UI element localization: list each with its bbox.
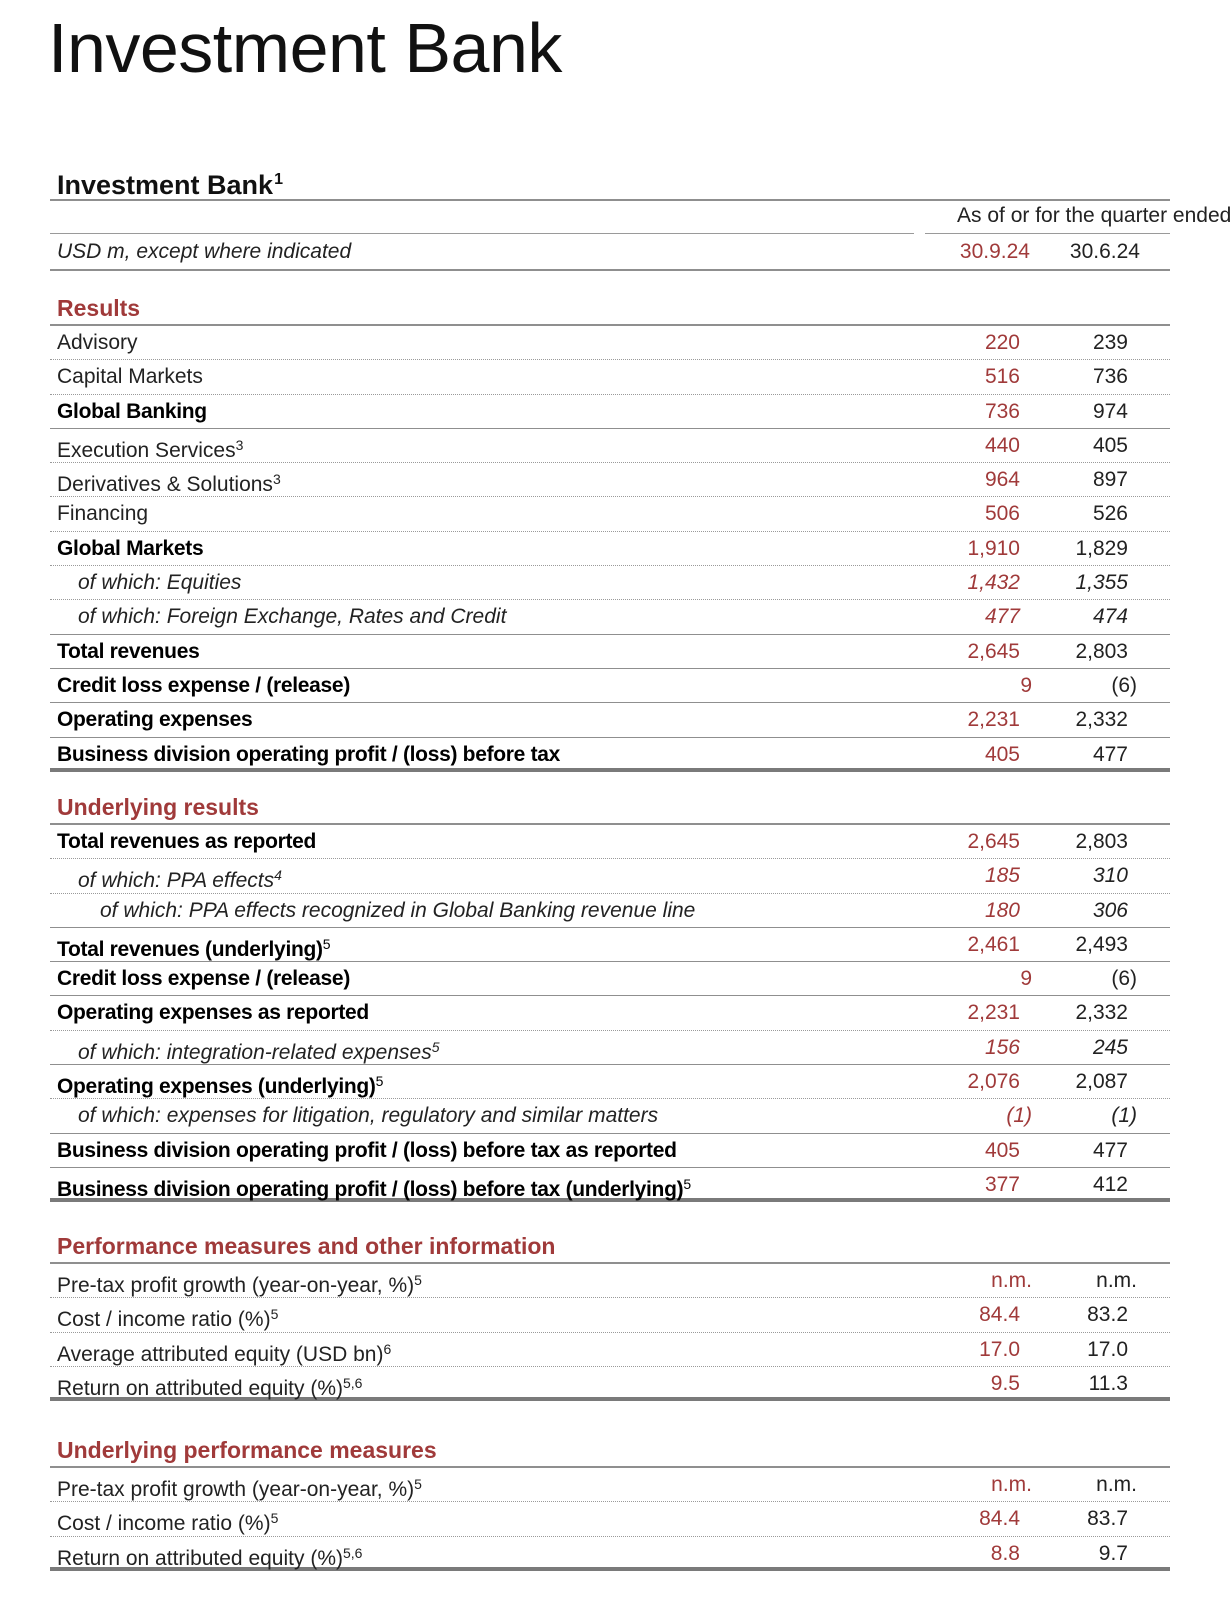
value-prior: n.m. [1096, 1269, 1137, 1292]
table-row [50, 497, 1170, 531]
value-current: 2,231 [967, 1001, 1020, 1025]
table-row [50, 703, 1170, 737]
table-row [50, 1298, 1170, 1332]
value-prior: 2,803 [1075, 830, 1128, 853]
row-label [78, 566, 241, 599]
value-current: 220 [984, 331, 1020, 354]
value-current: 477 [984, 605, 1020, 629]
table-section [50, 1226, 1170, 1401]
table-row [50, 859, 1170, 893]
row-footnote: 3 [272, 471, 281, 488]
row-label-text: of which: integration-related expenses [78, 1040, 432, 1064]
value-current: 9 [1020, 673, 1032, 697]
row-label [57, 1168, 691, 1206]
row-label-text: Operating expenses (underlying) [57, 1075, 376, 1099]
table-row [50, 635, 1170, 669]
row-label [57, 1468, 422, 1506]
table-section [50, 787, 1170, 1202]
table-row [50, 1333, 1170, 1367]
table-row [50, 962, 1170, 996]
row-label-text: Total revenues [57, 639, 200, 663]
row-label [57, 429, 243, 467]
table-row [50, 825, 1170, 859]
row-label [57, 1333, 391, 1371]
row-label [57, 738, 560, 771]
row-label [57, 360, 203, 393]
row-label-text: Pre-tax profit growth (year-on-year, %) [57, 1478, 415, 1501]
value-prior: 83.2 [1087, 1303, 1128, 1327]
table-row [50, 566, 1170, 600]
table-row [50, 928, 1170, 962]
row-footnote: 5,6 [342, 1544, 363, 1561]
row-label [57, 532, 203, 565]
value-prior: (1) [1111, 1104, 1137, 1128]
value-current: 2,645 [967, 639, 1020, 663]
row-label-text: of which: PPA effects [78, 869, 275, 893]
row-label [57, 1134, 677, 1167]
table-row [50, 1502, 1170, 1536]
value-current: 516 [984, 365, 1020, 389]
value-current: 405 [984, 742, 1020, 766]
table-row [50, 463, 1170, 497]
row-footnote: 5 [270, 1510, 279, 1527]
row-label-text: Cost / income ratio (%) [57, 1512, 271, 1536]
value-current: 405 [984, 1138, 1020, 1162]
value-current: 377 [984, 1172, 1020, 1196]
row-label-text: of which: Equities [78, 571, 242, 595]
value-current: 185 [984, 864, 1020, 888]
row-label [57, 1298, 278, 1336]
column-header-current: 30.9.24 [959, 240, 1030, 263]
row-label-text: of which: Foreign Exchange, Rates and Credit [78, 605, 507, 629]
table-row [50, 1537, 1170, 1571]
value-current: 964 [984, 468, 1020, 492]
row-label [57, 1537, 362, 1575]
table-row [50, 1168, 1170, 1202]
table-row [50, 532, 1170, 566]
table-row [50, 1264, 1170, 1298]
value-prior: 2,493 [1075, 932, 1128, 956]
value-prior: 1,829 [1075, 536, 1128, 560]
row-label-text: Return on attributed equity (%) [57, 1376, 343, 1400]
row-label-text: Global Markets [57, 536, 204, 560]
column-group-rule-left [50, 233, 914, 234]
row-footnote: 5 [414, 1272, 422, 1288]
table-title-footnote: 1 [274, 171, 283, 188]
value-current: 180 [984, 898, 1020, 922]
value-current: 736 [984, 399, 1020, 423]
value-current: 440 [984, 433, 1020, 457]
row-label [78, 1031, 440, 1069]
value-prior: 477 [1092, 1138, 1128, 1162]
row-label [57, 395, 207, 428]
row-footnote: 5 [322, 935, 331, 952]
row-label-text: Derivatives & Solutions [57, 473, 273, 497]
row-label [78, 1099, 658, 1132]
value-prior: 897 [1092, 468, 1128, 492]
value-current: 8.8 [990, 1541, 1020, 1565]
section-title: Underlying performance measures [50, 1430, 1170, 1468]
row-label [57, 635, 199, 668]
row-label-text: Business division operating profit / (loss) before tax (underlying) [57, 1177, 684, 1201]
row-label-text: of which: PPA effects recognized in Global Banking revenue line [100, 898, 696, 922]
section-title: Underlying results [50, 787, 1170, 825]
section-title: Results [50, 288, 1170, 326]
value-prior: 9.7 [1098, 1541, 1128, 1565]
value-current: 2,645 [967, 830, 1020, 853]
value-current: 156 [984, 1035, 1020, 1059]
page-title: Investment Bank [48, 9, 562, 87]
value-prior: (6) [1111, 673, 1137, 697]
row-label-text: Operating expenses as reported [57, 1001, 369, 1025]
value-prior: 1,355 [1075, 571, 1128, 595]
row-label-text: Average attributed equity (USD bn) [57, 1342, 384, 1366]
value-prior: 306 [1092, 898, 1128, 922]
unit-label: USD m, except where indicated [57, 240, 352, 263]
row-label [57, 1502, 278, 1540]
row-label-text: Return on attributed equity (%) [57, 1546, 343, 1570]
value-prior: 526 [1092, 502, 1128, 526]
table-row [50, 600, 1170, 634]
value-prior: 17.0 [1087, 1337, 1128, 1361]
value-prior: 83.7 [1087, 1507, 1128, 1531]
value-prior: 2,803 [1075, 639, 1128, 663]
row-label-text: Total revenues (underlying) [57, 937, 323, 961]
value-prior: 405 [1092, 433, 1128, 457]
table-title [57, 162, 283, 203]
row-label [78, 600, 506, 633]
section-title: Performance measures and other information [50, 1226, 1170, 1264]
table-row [50, 669, 1170, 703]
value-current: n.m. [991, 1269, 1032, 1292]
value-current: 2,461 [967, 932, 1020, 956]
row-label [57, 825, 316, 858]
row-label-text: Cost / income ratio (%) [57, 1308, 271, 1332]
row-label-text: Pre-tax profit growth (year-on-year, %) [57, 1274, 415, 1297]
value-current: 2,231 [967, 708, 1020, 732]
table-row [50, 894, 1170, 928]
row-footnote: 5 [375, 1073, 384, 1090]
table-section [50, 1430, 1170, 1571]
row-label-text: Advisory [57, 331, 138, 354]
table-row [50, 1468, 1170, 1502]
column-group-header: As of or for the quarter ended [957, 204, 1231, 227]
table-row [50, 395, 1170, 429]
table-row [50, 1065, 1170, 1099]
table-row [50, 1134, 1170, 1168]
row-footnote: 4 [274, 867, 282, 884]
value-prior: 2,332 [1075, 1001, 1128, 1025]
value-prior: 239 [1092, 331, 1128, 354]
value-prior: 412 [1092, 1172, 1128, 1196]
row-label-text: Capital Markets [57, 365, 203, 389]
column-group-rule-right [925, 233, 1170, 234]
row-label-text: Business division operating profit / (loss) before tax as reported [57, 1138, 677, 1162]
value-current: 9.5 [990, 1371, 1020, 1395]
table-row [50, 326, 1170, 360]
row-footnote: 5 [683, 1175, 691, 1192]
row-label-text: Credit loss expense / (release) [57, 673, 351, 697]
row-footnote: 5 [414, 1476, 422, 1492]
row-footnote: 5 [270, 1306, 279, 1323]
value-current: 2,076 [967, 1070, 1020, 1094]
row-label [57, 497, 148, 530]
value-prior: 2,087 [1075, 1070, 1128, 1094]
table-row [50, 738, 1170, 772]
row-label [100, 894, 695, 927]
row-footnote: 5,6 [342, 1374, 363, 1391]
value-prior: n.m. [1096, 1473, 1137, 1496]
row-label [57, 703, 252, 736]
value-prior: 974 [1092, 399, 1128, 423]
value-current: 84.4 [979, 1507, 1020, 1531]
table-row [50, 429, 1170, 463]
row-label [57, 326, 138, 359]
column-header-row [50, 235, 1170, 271]
row-label-text: Financing [57, 502, 149, 526]
row-label [57, 1264, 422, 1302]
column-header-prior: 30.6.24 [1069, 240, 1140, 263]
row-label-text: Global Banking [57, 399, 207, 423]
row-label [57, 962, 350, 995]
row-label-text: of which: expenses for litigation, regulatory and similar matters [78, 1104, 659, 1128]
table-row [50, 996, 1170, 1030]
row-label-text: Operating expenses [57, 708, 253, 732]
value-prior: 245 [1092, 1035, 1128, 1059]
value-current: 9 [1020, 967, 1032, 991]
row-footnote: 6 [383, 1340, 392, 1357]
value-prior: (6) [1111, 967, 1137, 991]
value-current: 506 [984, 502, 1020, 526]
table-title-text: Investment Bank [57, 170, 274, 200]
value-current: 17.0 [979, 1337, 1020, 1361]
row-label-text: Credit loss expense / (release) [57, 967, 351, 991]
row-label [57, 669, 350, 702]
value-prior: 477 [1092, 742, 1128, 766]
table-section [50, 288, 1170, 772]
value-current: (1) [1006, 1104, 1032, 1128]
table-row [50, 360, 1170, 394]
value-current: n.m. [991, 1473, 1032, 1496]
table-row [50, 1031, 1170, 1065]
value-prior: 11.3 [1088, 1371, 1128, 1395]
value-prior: 310 [1092, 864, 1128, 888]
value-current: 84.4 [979, 1303, 1020, 1327]
row-label [57, 463, 281, 501]
row-label [78, 859, 282, 897]
row-label-text: Total revenues as reported [57, 830, 317, 853]
value-prior: 474 [1092, 605, 1128, 629]
value-prior: 2,332 [1075, 708, 1128, 732]
table-row [50, 1099, 1170, 1133]
row-label-text: Execution Services [57, 438, 236, 462]
value-prior: 736 [1092, 365, 1128, 389]
row-footnote: 3 [235, 436, 244, 453]
row-label [57, 996, 369, 1029]
row-label [57, 1065, 383, 1103]
value-current: 1,432 [967, 571, 1020, 595]
row-label-text: Business division operating profit / (loss) before tax [57, 742, 561, 766]
row-label [57, 1367, 362, 1405]
row-label [57, 928, 330, 966]
value-current: 1,910 [967, 536, 1020, 560]
row-footnote: 5 [431, 1038, 440, 1055]
table-row [50, 1367, 1170, 1401]
